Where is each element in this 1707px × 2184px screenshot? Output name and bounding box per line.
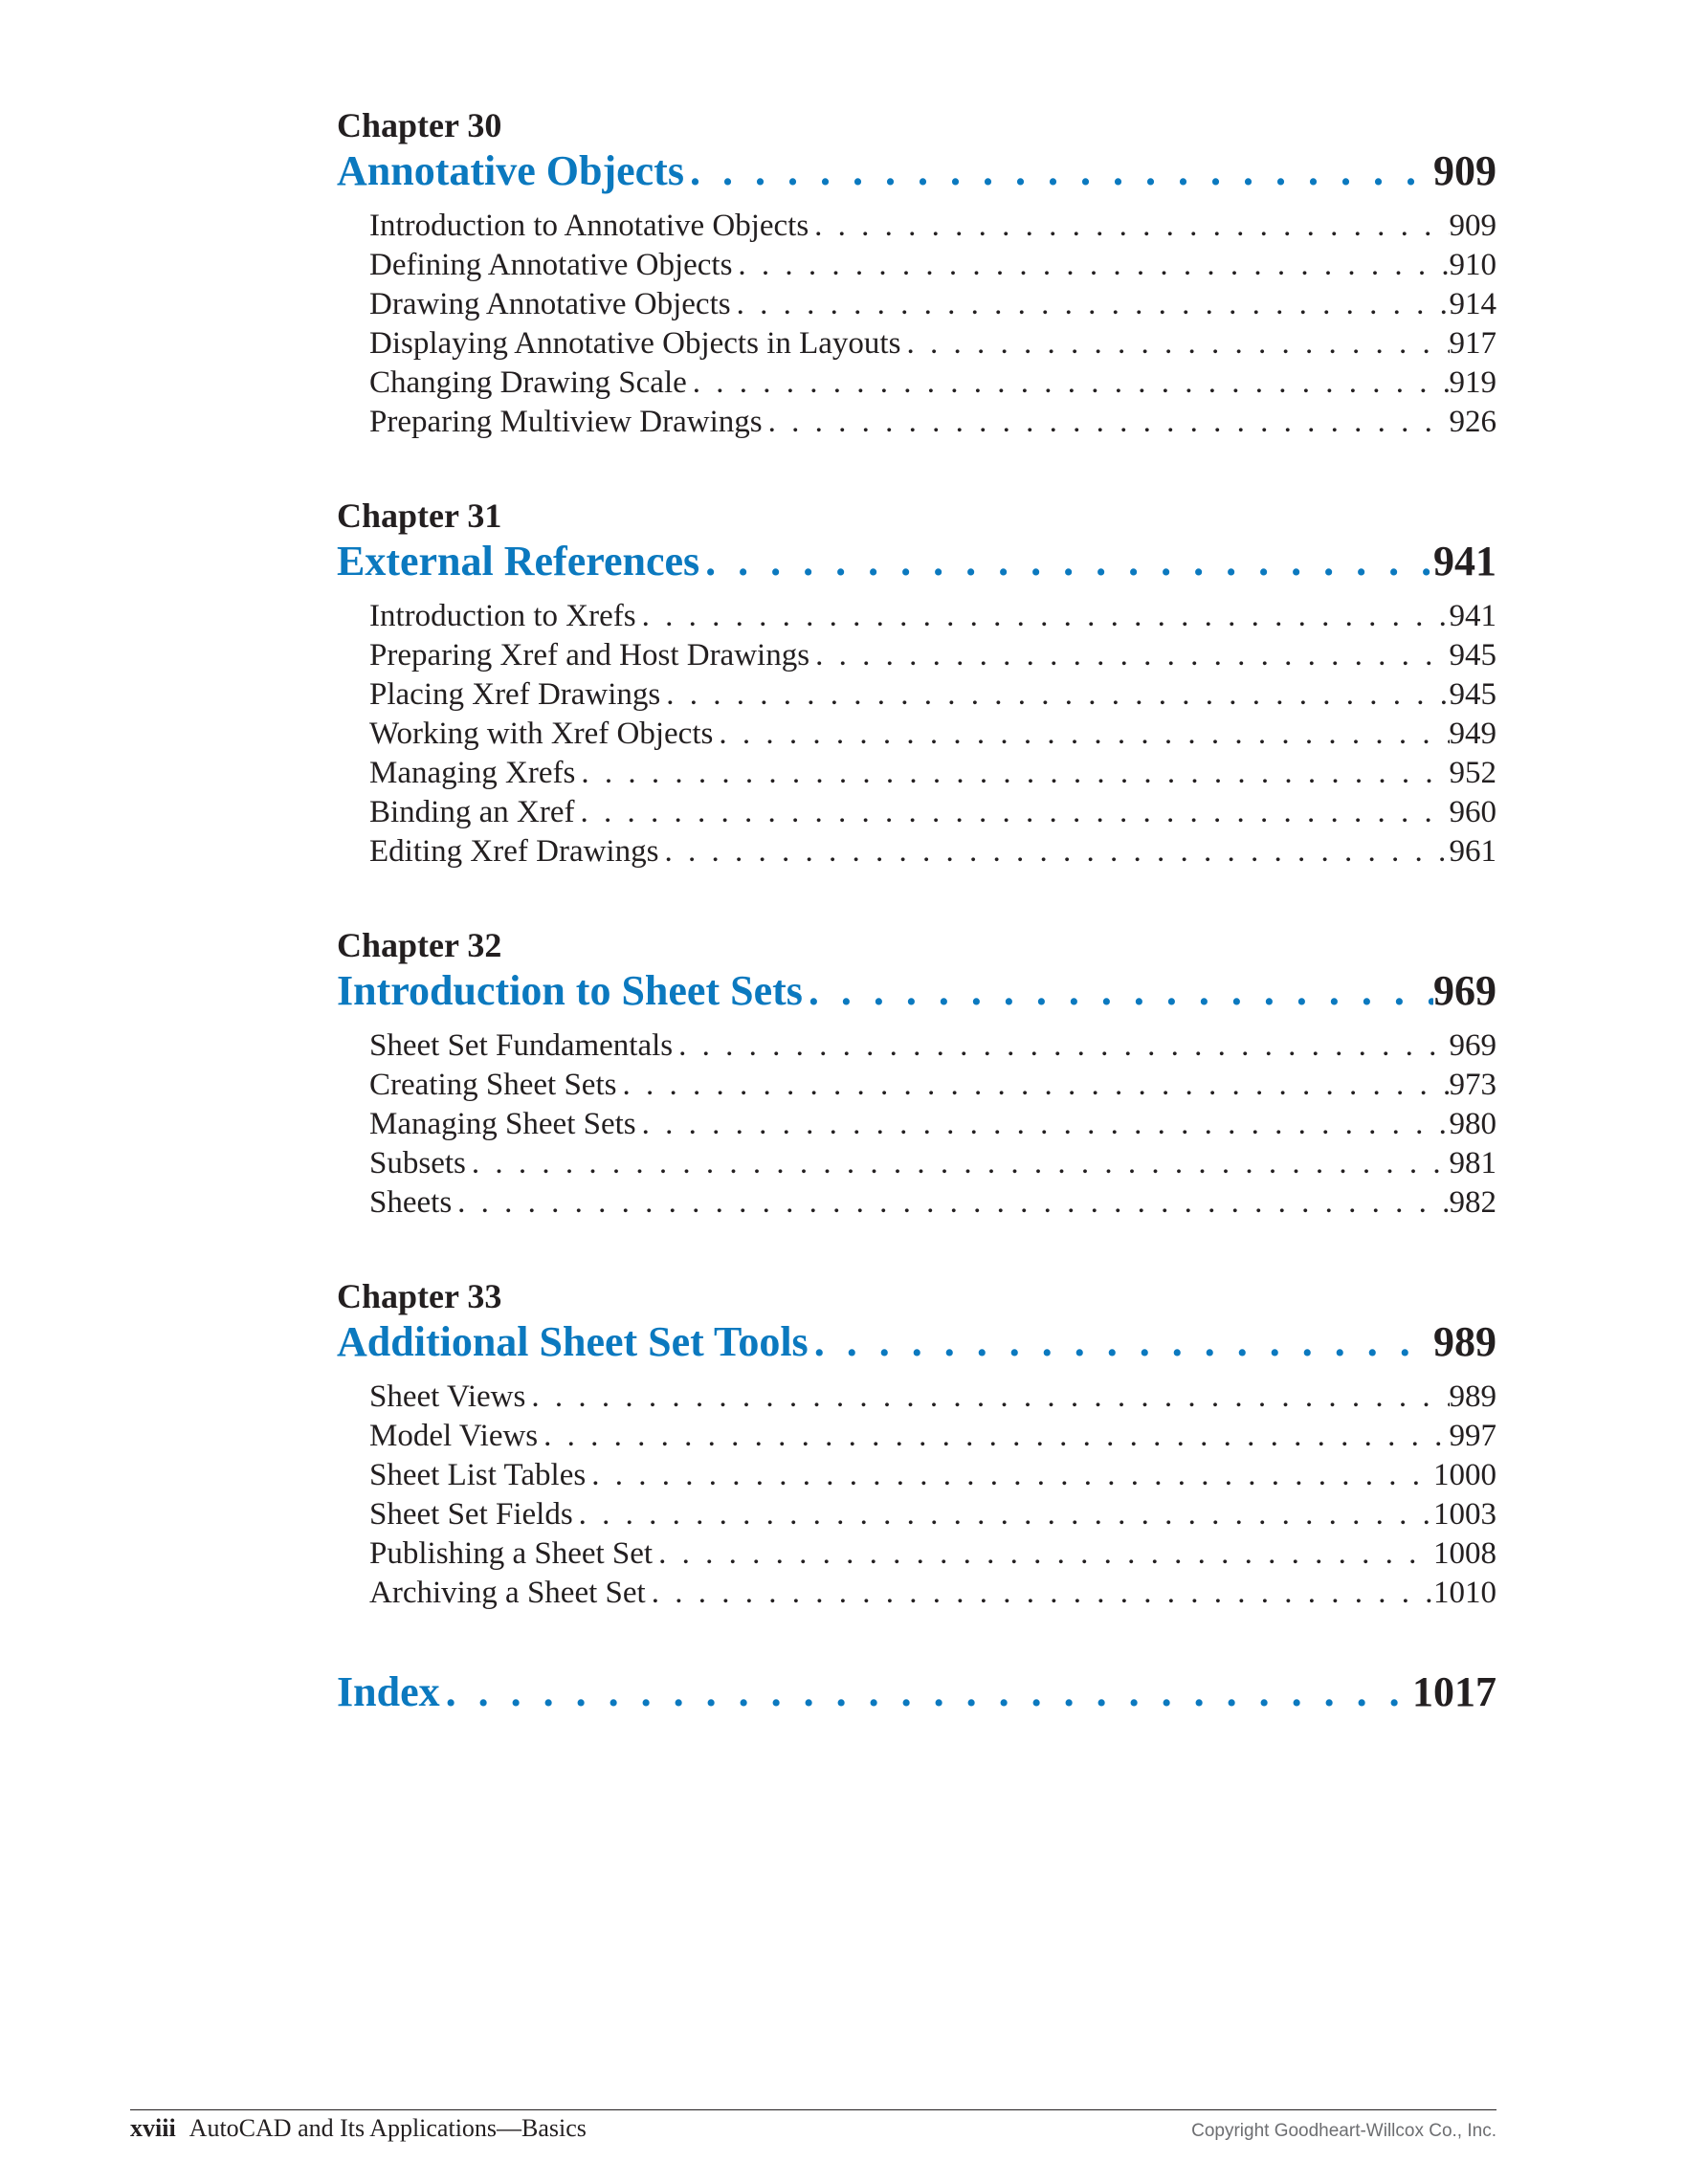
chapter-entry xyxy=(337,925,1496,1223)
dot-leader xyxy=(684,145,1433,197)
index-entry[interactable] xyxy=(337,1666,1496,1718)
section-entry[interactable] xyxy=(369,793,1496,832)
dot-leader xyxy=(803,965,1433,1017)
chapter-title-link[interactable] xyxy=(337,1316,1496,1368)
chapter-page-number: 941 xyxy=(1433,538,1496,585)
index-title: Index xyxy=(337,1668,440,1715)
index-page-number: 1017 xyxy=(1412,1668,1496,1715)
dot-leader xyxy=(646,1574,1433,1613)
section-list xyxy=(337,1026,1496,1223)
section-list xyxy=(337,597,1496,871)
section-page-number: 949 xyxy=(1449,717,1496,751)
dot-leader xyxy=(575,754,1449,793)
chapter-title: Annotative Objects xyxy=(337,147,684,194)
section-page-number: 982 xyxy=(1449,1185,1496,1220)
chapter-entry xyxy=(337,496,1496,871)
section-entry[interactable] xyxy=(369,364,1496,403)
chapter-label: Chapter 33 xyxy=(337,1277,502,1315)
dot-leader xyxy=(699,536,1433,587)
section-entry[interactable] xyxy=(369,597,1496,636)
dot-leader xyxy=(586,1456,1433,1495)
dot-leader xyxy=(687,364,1450,403)
section-entry[interactable] xyxy=(369,403,1496,442)
section-title: Introduction to Annotative Objects xyxy=(369,209,809,243)
dot-leader xyxy=(616,1066,1449,1105)
section-entry[interactable] xyxy=(369,207,1496,246)
section-entry[interactable] xyxy=(369,1105,1496,1144)
section-page-number: 914 xyxy=(1449,287,1496,321)
section-entry[interactable] xyxy=(369,1026,1496,1066)
copyright-notice: Copyright Goodheart-Willcox Co., Inc. xyxy=(1191,2121,1496,2141)
section-title: Working with Xref Objects xyxy=(369,717,714,751)
chapter-title-link[interactable] xyxy=(337,965,1496,1017)
section-title: Managing Xrefs xyxy=(369,756,576,790)
section-entry[interactable] xyxy=(369,246,1496,285)
section-list xyxy=(337,1378,1496,1613)
dot-leader xyxy=(466,1144,1450,1183)
dot-leader xyxy=(732,246,1449,285)
section-title: Publishing a Sheet Set xyxy=(369,1536,654,1571)
chapter-entry xyxy=(337,105,1496,442)
section-title: Drawing Annotative Objects xyxy=(369,287,731,321)
section-title: Sheet Views xyxy=(369,1379,526,1414)
dot-leader xyxy=(573,1495,1433,1534)
chapter-title: Introduction to Sheet Sets xyxy=(337,967,803,1014)
section-page-number: 917 xyxy=(1449,326,1496,361)
dot-leader xyxy=(809,207,1449,246)
chapter-title: Additional Sheet Set Tools xyxy=(337,1318,809,1365)
section-title: Archiving a Sheet Set xyxy=(369,1576,646,1610)
section-page-number: 969 xyxy=(1449,1028,1496,1063)
section-page-number: 945 xyxy=(1449,677,1496,712)
dot-leader xyxy=(658,832,1449,871)
dot-leader xyxy=(574,793,1449,832)
section-page-number: 919 xyxy=(1449,365,1496,400)
dot-leader xyxy=(809,636,1449,675)
section-page-number: 941 xyxy=(1449,599,1496,633)
dot-leader xyxy=(660,675,1449,715)
section-title: Sheet Set Fundamentals xyxy=(369,1028,674,1063)
section-page-number: 926 xyxy=(1449,405,1496,439)
section-entry[interactable] xyxy=(369,715,1496,754)
section-entry[interactable] xyxy=(369,1378,1496,1417)
section-title: Introduction to Xrefs xyxy=(369,599,636,633)
section-title: Model Views xyxy=(369,1419,539,1453)
section-page-number: 989 xyxy=(1449,1379,1496,1414)
section-title: Editing Xref Drawings xyxy=(369,834,659,869)
dot-leader xyxy=(673,1026,1449,1066)
section-entry[interactable] xyxy=(369,636,1496,675)
folio: xviii xyxy=(130,2114,176,2142)
section-entry[interactable] xyxy=(369,1417,1496,1456)
section-title: Preparing Multiview Drawings xyxy=(369,405,763,439)
section-entry[interactable] xyxy=(369,1456,1496,1495)
section-page-number: 960 xyxy=(1449,795,1496,829)
footer-rule xyxy=(130,2109,1496,2110)
chapter-title-link[interactable] xyxy=(337,145,1496,197)
section-title: Sheet List Tables xyxy=(369,1458,587,1492)
chapter-title-link[interactable] xyxy=(337,536,1496,587)
book-title: AutoCAD and Its Applications—Basics xyxy=(188,2114,587,2142)
section-page-number: 961 xyxy=(1449,834,1496,869)
section-page-number: 980 xyxy=(1449,1107,1496,1141)
dot-leader xyxy=(653,1534,1433,1574)
chapter-page-number: 969 xyxy=(1433,967,1496,1014)
section-page-number: 1000 xyxy=(1433,1458,1496,1492)
section-title: Changing Drawing Scale xyxy=(369,365,687,400)
section-page-number: 1010 xyxy=(1433,1576,1496,1610)
section-entry[interactable] xyxy=(369,285,1496,324)
section-page-number: 909 xyxy=(1449,209,1496,243)
section-page-number: 981 xyxy=(1449,1146,1496,1180)
dot-leader xyxy=(713,715,1449,754)
section-page-number: 997 xyxy=(1449,1419,1496,1453)
dot-leader xyxy=(636,1105,1450,1144)
section-title: Defining Annotative Objects xyxy=(369,248,733,282)
section-title: Preparing Xref and Host Drawings xyxy=(369,638,810,673)
section-title: Binding an Xref xyxy=(369,795,575,829)
section-title: Managing Sheet Sets xyxy=(369,1107,636,1141)
chapter-page-number: 909 xyxy=(1433,147,1496,194)
chapter-page-number: 989 xyxy=(1433,1318,1496,1365)
section-entry[interactable] xyxy=(369,1144,1496,1183)
chapter-title: External References xyxy=(337,538,700,585)
chapter-label: Chapter 32 xyxy=(337,926,502,964)
section-title: Subsets xyxy=(369,1146,466,1180)
section-entry[interactable] xyxy=(369,832,1496,871)
section-entry[interactable] xyxy=(369,1066,1496,1105)
section-entry[interactable] xyxy=(369,675,1496,715)
table-of-contents xyxy=(337,105,1496,1718)
dot-leader xyxy=(636,597,1450,636)
section-title: Placing Xref Drawings xyxy=(369,677,661,712)
section-page-number: 1008 xyxy=(1433,1536,1496,1571)
section-page-number: 910 xyxy=(1449,248,1496,282)
section-page-number: 1003 xyxy=(1433,1497,1496,1532)
dot-leader xyxy=(900,324,1449,364)
section-title: Creating Sheet Sets xyxy=(369,1068,617,1102)
section-entry[interactable] xyxy=(369,1183,1496,1223)
section-title: Sheets xyxy=(369,1185,453,1220)
section-title: Displaying Annotative Objects in Layouts xyxy=(369,326,901,361)
section-entry[interactable] xyxy=(369,754,1496,793)
dot-leader xyxy=(731,285,1450,324)
dot-leader xyxy=(538,1417,1449,1456)
footer-left xyxy=(130,2114,587,2143)
section-page-number: 973 xyxy=(1449,1068,1496,1102)
dot-leader xyxy=(525,1378,1449,1417)
dot-leader xyxy=(440,1666,1412,1718)
section-entry[interactable] xyxy=(369,1574,1496,1613)
section-list xyxy=(337,207,1496,442)
dot-leader xyxy=(452,1183,1449,1223)
section-entry[interactable] xyxy=(369,1495,1496,1534)
section-entry[interactable] xyxy=(369,1534,1496,1574)
section-page-number: 952 xyxy=(1449,756,1496,790)
chapter-label: Chapter 31 xyxy=(337,496,502,535)
chapter-label: Chapter 30 xyxy=(337,106,502,144)
chapter-entry xyxy=(337,1276,1496,1613)
section-entry[interactable] xyxy=(369,324,1496,364)
page-footer xyxy=(130,2114,1496,2143)
section-page-number: 945 xyxy=(1449,638,1496,673)
dot-leader xyxy=(809,1316,1433,1368)
section-title: Sheet Set Fields xyxy=(369,1497,573,1532)
dot-leader xyxy=(763,403,1450,442)
